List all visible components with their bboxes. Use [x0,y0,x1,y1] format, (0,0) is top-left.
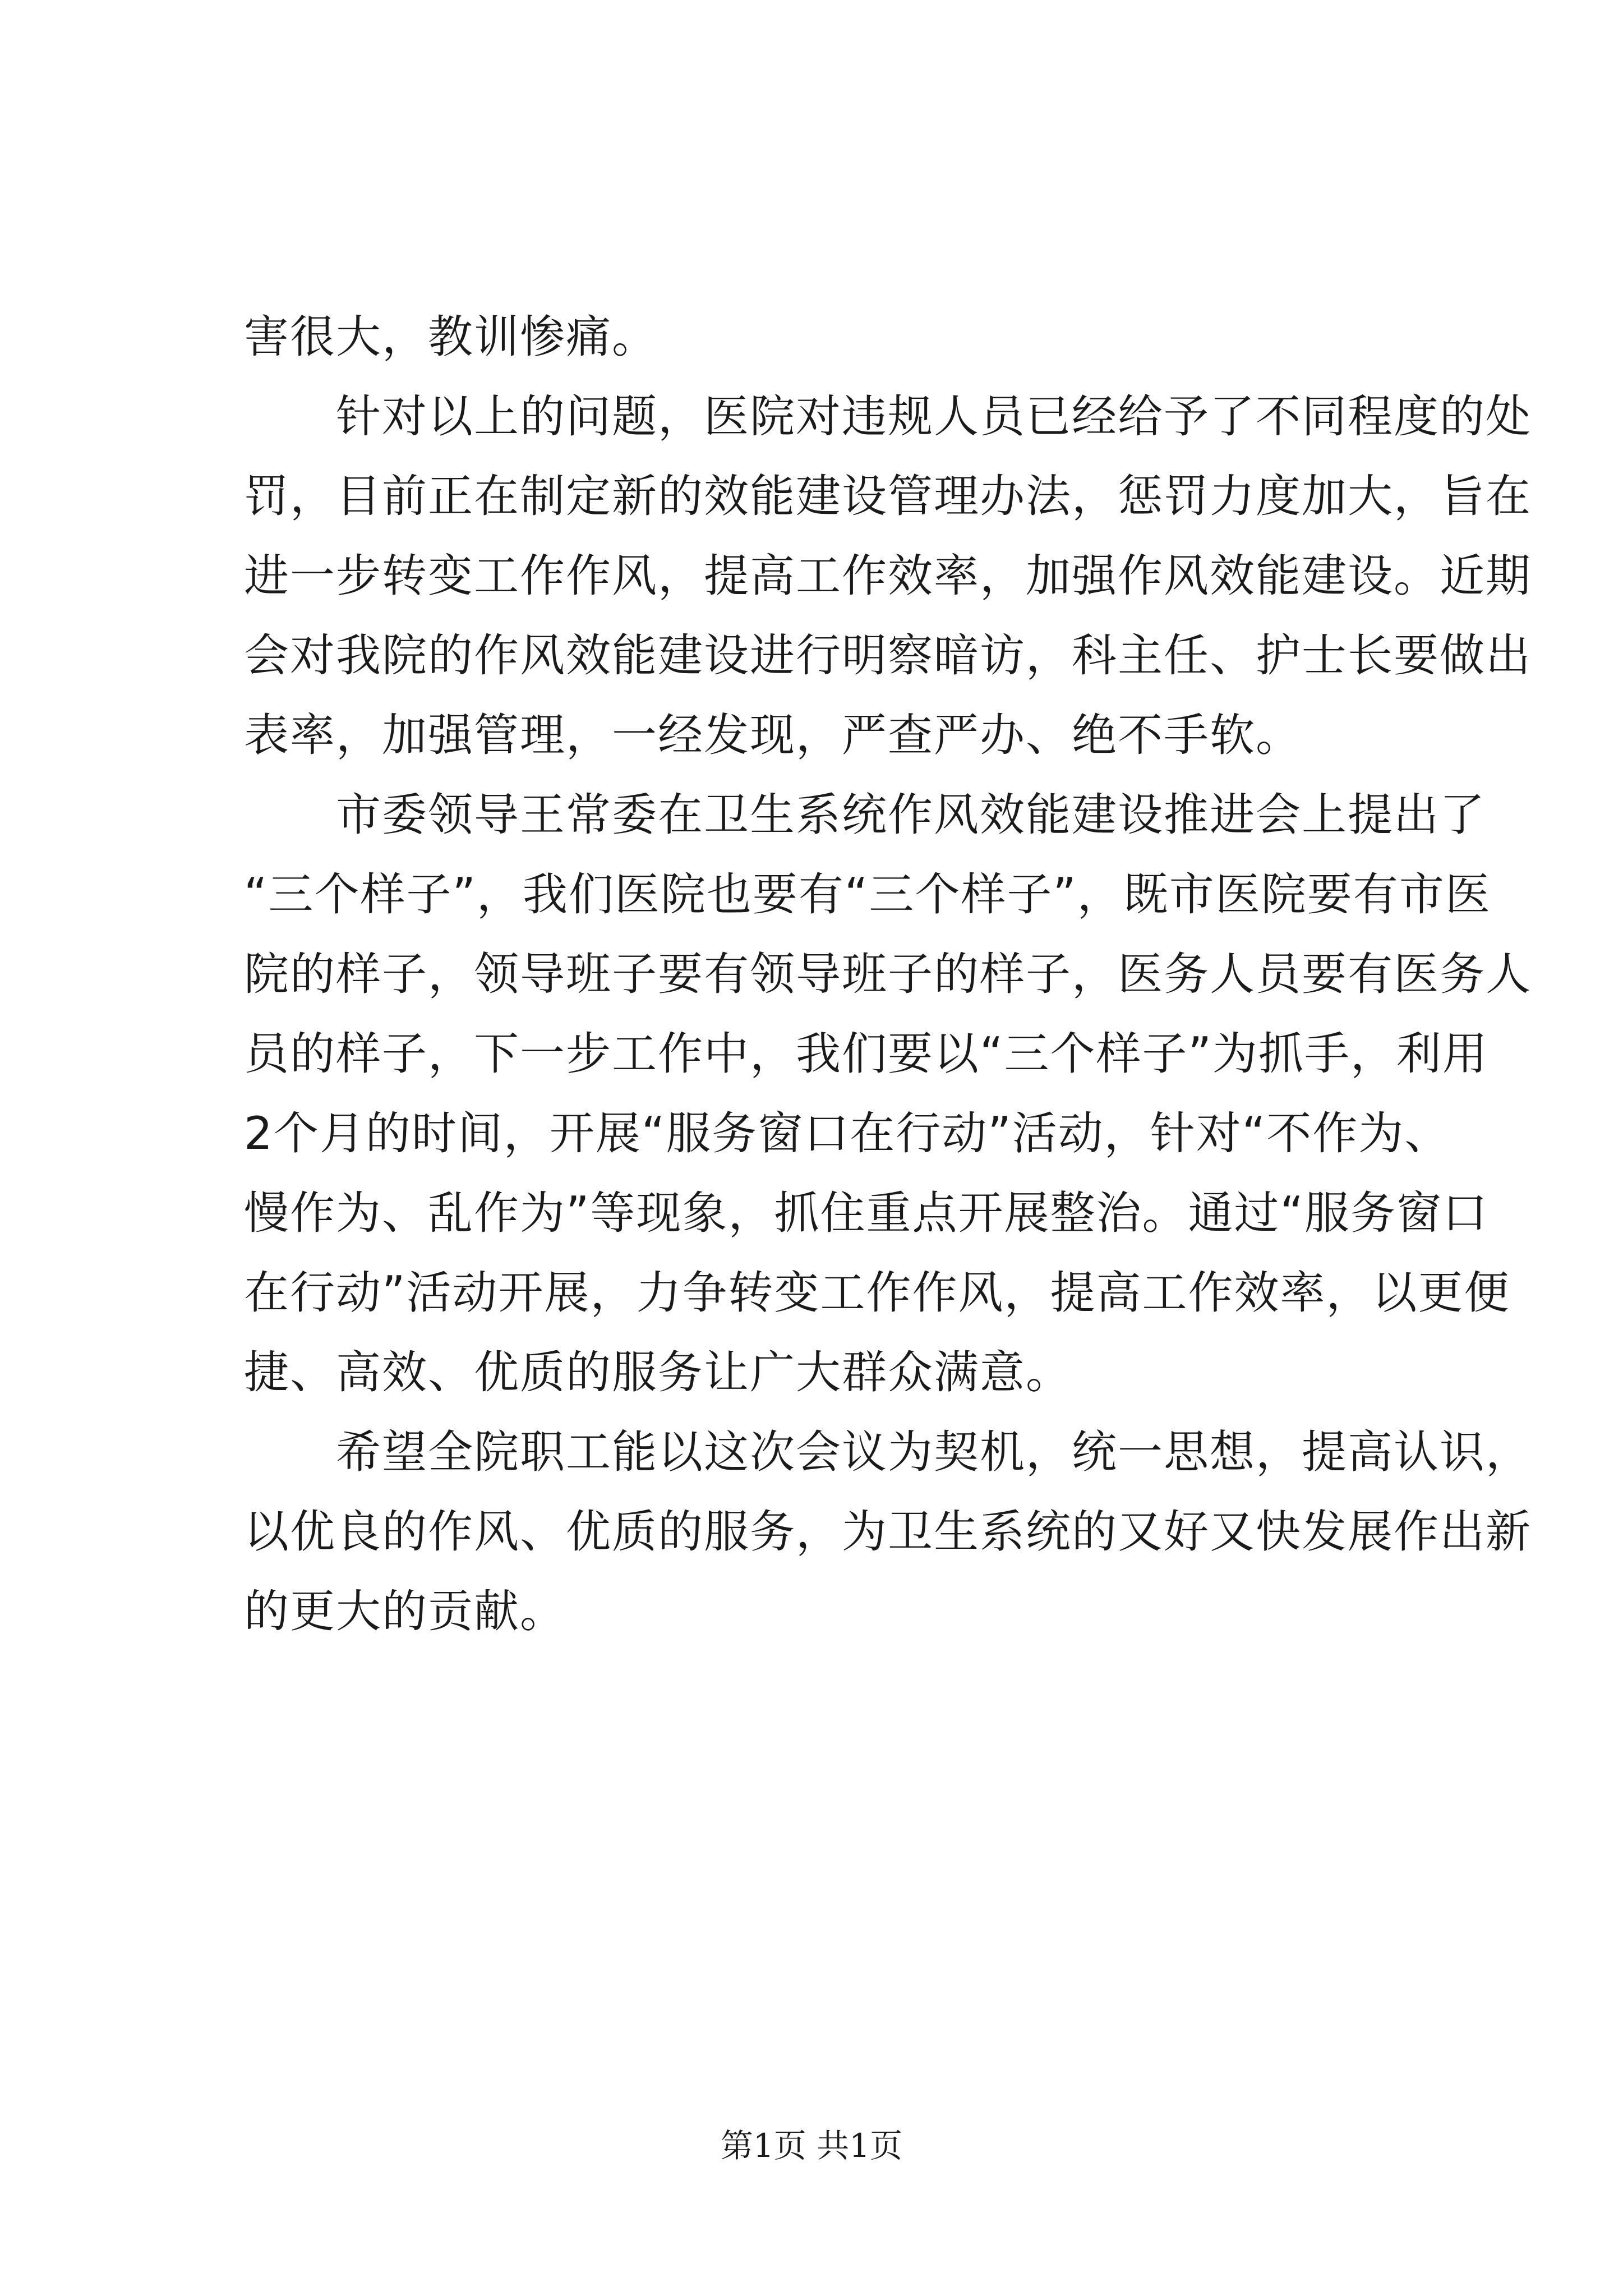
text-line: 院的样子，领导班子要有领导班子的样子，医务人员要有医务人 [244,948,1532,1000]
text-line: 会对我院的作风效能建设进行明察暗访，科主任、护士长要做出 [244,629,1532,682]
text-line: 员的样子，下一步工作中，我们要以“三个样子”为抓手，利用 [244,1028,1488,1080]
document-body [244,297,1532,1651]
paragraph-start-line: 针对以上的问题，医院对违规人员已经给予了不同程度的处 [336,390,1532,443]
page-number: 第1页 共1页 [720,2127,903,2165]
text-line: 的更大的贡献。 [244,1585,566,1637]
text-line: 2个月的时间，开展“服务窗口在行动”活动，针对“不作为、 [244,1107,1451,1159]
paragraph-start-line: 市委领导王常委在卫生系统作风效能建设推进会上提出了 [336,789,1486,841]
text-line: “三个样子”，我们医院也要有“三个样子”，既市医院要有市医 [244,868,1491,921]
paragraph-start-line: 希望全院职工能以这次会议为契机，统一思想，提高认识， [336,1426,1532,1478]
text-line: 罚，目前正在制定新的效能建设管理办法，惩罚力度加大，旨在 [244,470,1532,522]
text-line: 慢作为、乱作为”等现象，抓住重点开展整治。通过“服务窗口 [244,1187,1488,1239]
text-line: 害很大，教训惨痛。 [244,311,658,363]
text-line: 捷、高效、优质的服务让广大群众满意。 [244,1346,1072,1398]
page-footer [0,2126,1623,2165]
text-line: 进一步转变工作作风，提高工作效率，加强作风效能建设。近期 [244,550,1532,602]
text-line: 在行动”活动开展，力争转变工作作风，提高工作效率，以更便 [244,1267,1510,1319]
text-line: 以优良的作风、优质的服务，为卫生系统的又好又快发展作出新 [244,1506,1532,1558]
text-line: 表率，加强管理，一经发现，严查严办、绝不手软。 [244,709,1302,761]
